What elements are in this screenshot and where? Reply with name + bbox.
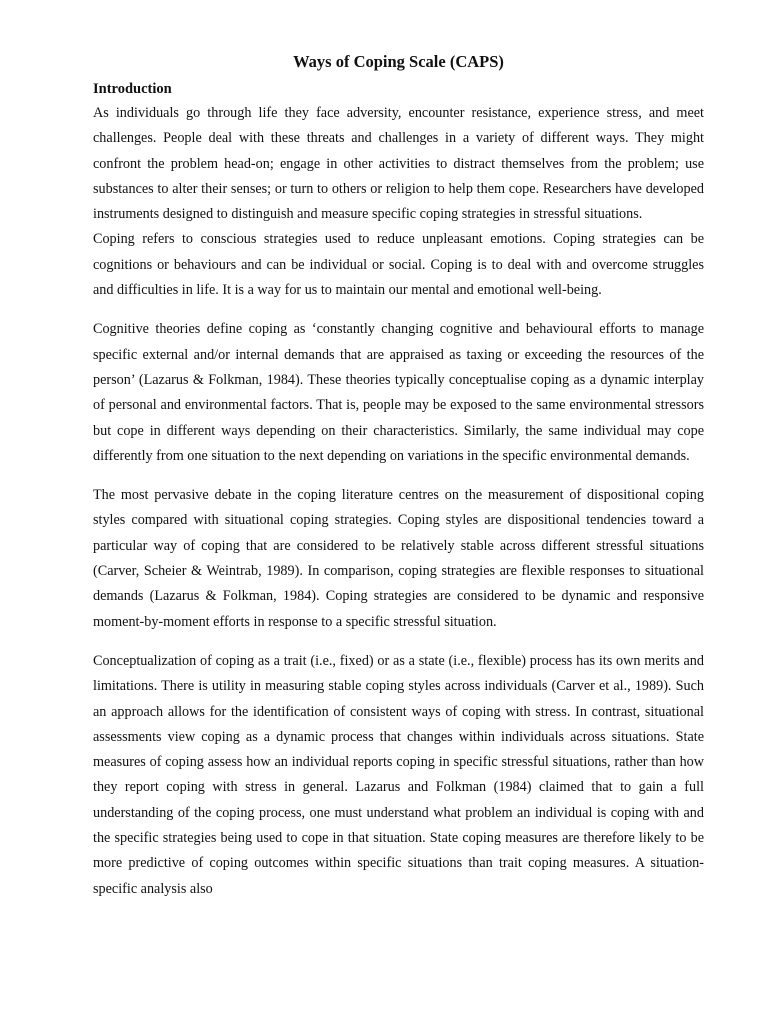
document-title: Ways of Coping Scale (CAPS) <box>293 52 504 71</box>
paragraph-trait-vs-state: Conceptualization of coping as a trait (i.e., fixed) or as a state (i.e., flexible) process has its own merits and limitations. There is utility in measuring stable coping styles across individuals (Carver et al., 1989). Such an approach allows for the identification of consistent ways of coping with stress. In contrast, situational assessments view coping as a dynamic process that changes within individuals across situations. State measures of coping assess how an individual reports coping in specific stressful situations, rather than how they report coping with stress in general. Lazarus and Folkman (1984) claimed that to gain a full understanding of the coping process, one must understand what problem an individual is coping with and the specific strategies being used to cope in that situation. State coping measures are therefore likely to be more predictive of coping outcomes within specific situations than trait coping measures. A situation-specific analysis also <box>93 652 704 897</box>
section-heading-introduction: Introduction <box>93 81 172 97</box>
paragraph-cognitive-theories: Cognitive theories define coping as ‘constantly changing cognitive and behavioural efforts to manage specific external and/or internal demands that are appraised as taxing or exceeding the resources of the person’ (Lazarus & Folkman, 1984). These theories typically conceptualise coping as a dynamic interplay of personal and environmental factors. That is, people may be exposed to the same environmental stressors but cope in different ways depending on their characteristics. Similarly, the same individual may cope differently from one situation to the next depending on variations in the specific environmental demands. <box>93 321 704 464</box>
paragraph-dispositional-debate: The most pervasive debate in the coping literature centres on the measurement of dispositional coping styles compared with situational coping strategies. Coping styles are dispositional tendencies toward a particular way of coping that are considered to be relatively stable across different stressful situations (Carver, Scheier & Weintrab, 1989). In comparison, coping strategies are flexible responses to situational demands (Lazarus & Folkman, 1984). Coping strategies are considered to be dynamic and responsive moment-by-moment efforts in response to a specific stressful situation. <box>93 487 704 630</box>
paragraph-intro-1: As individuals go through life they face adversity, encounter resistance, experience stress, and meet challenges. People deal with these threats and challenges in a variety of different ways. They might confront the problem head-on; engage in other activities to distract themselves from the problem; use substances to alter their senses; or turn to others or religion to help them cope. Researchers have developed instruments designed to distinguish and measure specific coping strategies in stressful situations. <box>93 105 704 223</box>
paragraph-coping-definition: Coping refers to conscious strategies used to reduce unpleasant emotions. Coping strategies can be cognitions or behaviours and can be individual or social. Coping is to deal with and overcome struggles and difficulties in life. It is a way for us to maintain our mental and emotional well-being. <box>93 231 704 299</box>
document-body <box>93 50 704 902</box>
